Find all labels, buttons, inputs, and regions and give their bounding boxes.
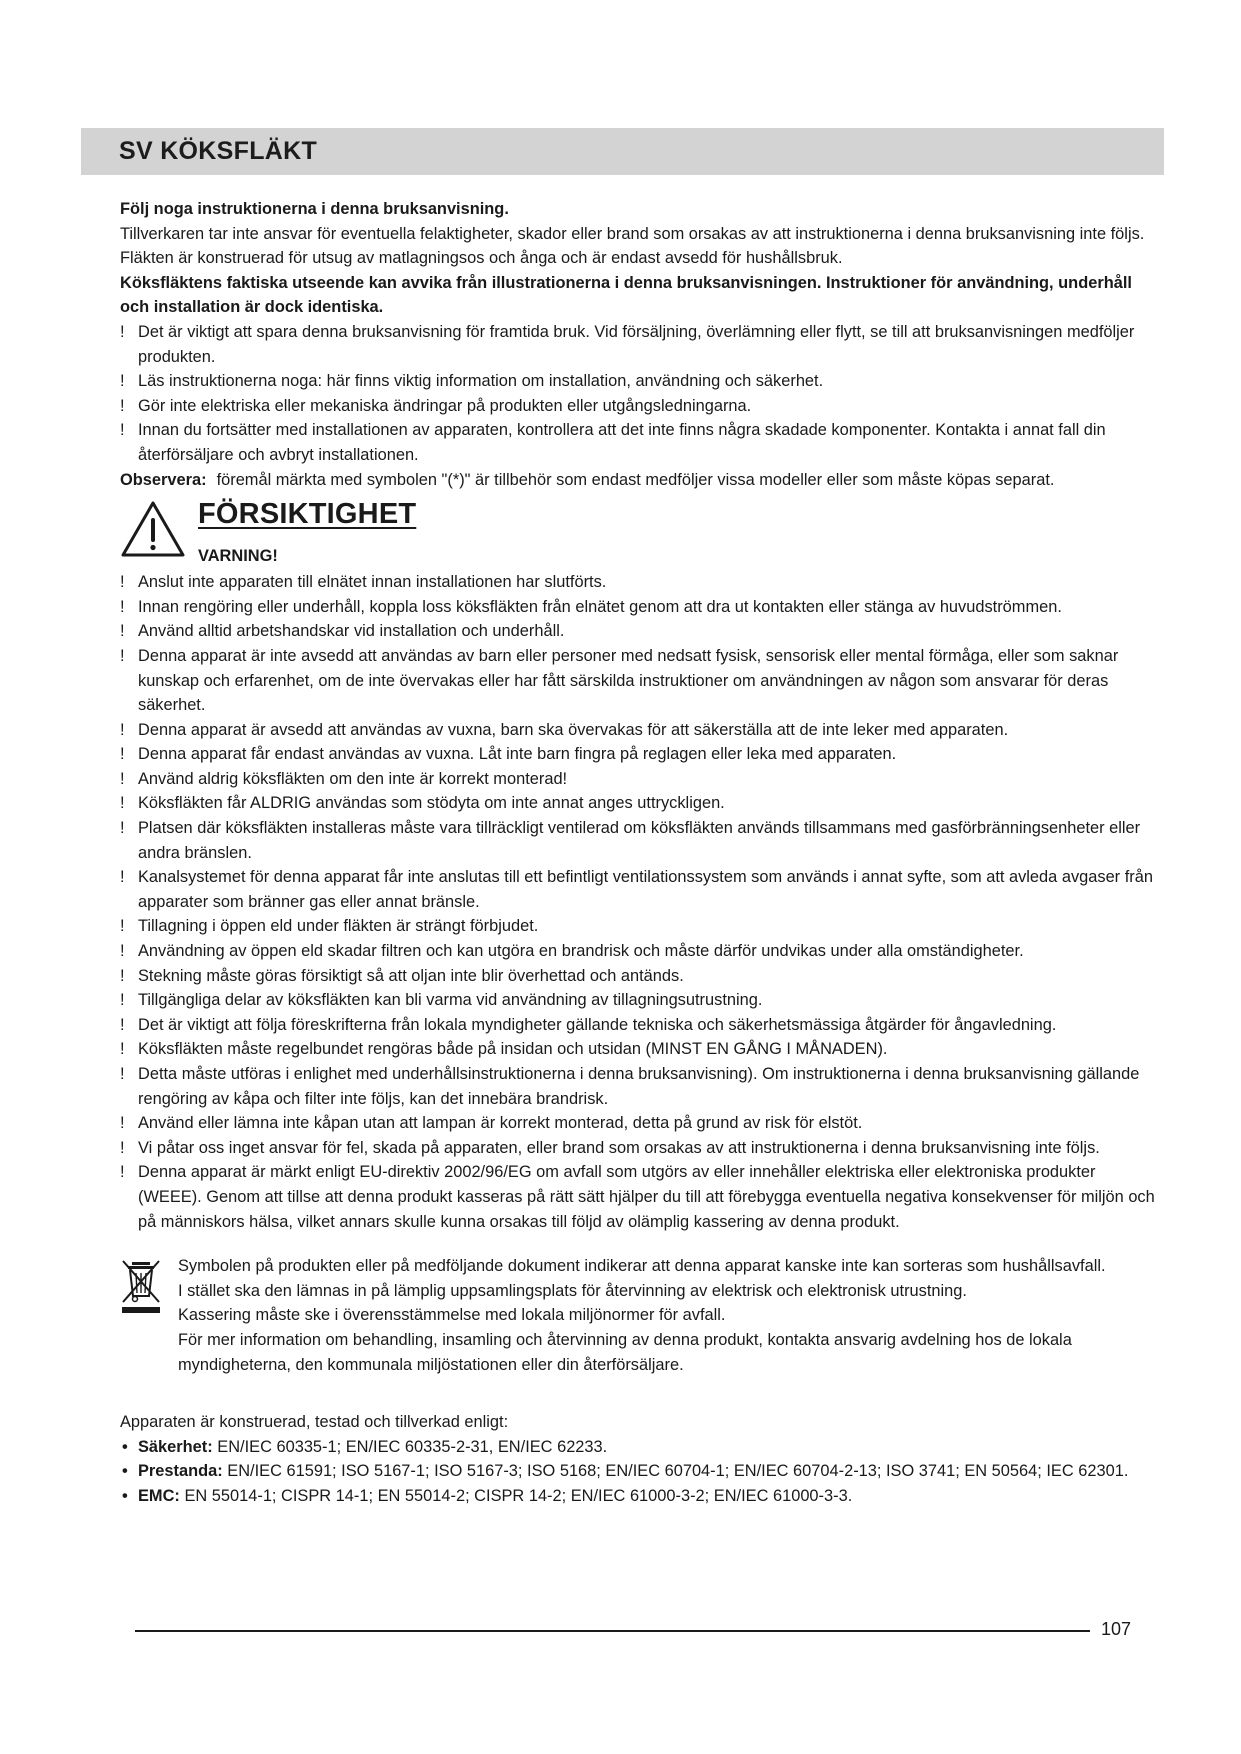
caution-item: ! Användning av öppen eld skadar filtren och kan utgöra en brandrisk och måste därför undvikas under alla omständigheter. xyxy=(120,939,1160,964)
intro-item: ! Gör inte elektriska eller mekaniska ändringar på produkten eller utgångsledningarna. xyxy=(120,394,1160,419)
caution-item: ! Platsen där köksfläkten installeras måste vara tillräckligt ventilerad om köksfläkten används tillsammans med gasförbränningsenheter eller andra bränslen. xyxy=(120,816,1160,865)
caution-subtitle: VARNING! xyxy=(198,547,278,566)
intro-heading: Följ noga instruktionerna i denna bruksanvisning. xyxy=(120,200,509,218)
caution-item: ! Denna apparat är avsedd att användas av vuxna, barn ska övervakas för att säkerställa att de inte leker med apparaten. xyxy=(120,718,1160,743)
standards-intro: Apparaten är konstruerad, testad och tillverkad enligt: xyxy=(120,1413,509,1432)
standard-item xyxy=(120,1484,1160,1509)
standard-item xyxy=(120,1435,1160,1460)
crossed-bin-icon xyxy=(120,1258,162,1314)
intro-item: ! Det är viktigt att spara denna bruksanvisning för framtida bruk. Vid försäljning, överlämning eller flytt, se till att bruksanvisningen medföljer produkten. xyxy=(120,320,1160,369)
caution-item: ! Köksfläkten får ALDRIG användas som stödyta om inte annat anges uttryckligen. xyxy=(120,791,1160,816)
page-number: 107 xyxy=(1101,1619,1132,1639)
caution-item: ! Anslut inte apparaten till elnätet innan installationen har slutförts. xyxy=(120,570,1160,595)
caution-item: ! Vi påtar oss inget ansvar för fel, skada på apparaten, eller brand som orsakas av att instruktionerna i denna bruksanvisning inte följs. xyxy=(120,1136,1160,1161)
footer-divider xyxy=(135,1630,1090,1632)
observe-label: Observera: xyxy=(120,470,207,489)
caution-header xyxy=(120,498,1160,568)
intro-item: ! Läs instruktionerna noga: här finns viktig information om installation, användning och säkerhet. xyxy=(120,369,1160,394)
caution-item: ! Denna apparat är inte avsedd att användas av barn eller personer med nedsatt fysisk, sensorisk eller mental förmåga, eller som saknar kunskap och erfarenhet, om de inte övervakas eller har fått särskilda instruktioner om användningen av någon som ansvarar för deras säkerhet. xyxy=(120,644,1160,718)
weee-line: Symbolen på produkten eller på medföljande dokument indikerar att denna apparat kanske inte kan sorteras som hushållsavfall. xyxy=(178,1257,1106,1276)
main-content xyxy=(120,197,1160,1509)
weee-line: För mer information om behandling, insamling och återvinning av denna produkt, kontakta ansvarig avdelning hos de lokala myndigheterna, den kommunala miljöstationen eller din återförsäljare. xyxy=(178,1330,1072,1374)
header-band xyxy=(81,128,1164,175)
standard-label: Säkerhet: xyxy=(138,1437,213,1456)
observe-text: föremål märkta med symbolen "(*)" är tillbehör som endast medföljer vissa modeller eller som måste köpas separat. xyxy=(216,470,1055,489)
weee-line: Kassering måste ske i överensstämmelse med lokala miljönormer för avfall. xyxy=(178,1306,726,1325)
caution-item: ! Använd eller lämna inte kåpan utan att lampan är korrekt monterad, detta på grund av risk för elstöt. xyxy=(120,1111,1160,1136)
caution-item: ! Denna apparat får endast användas av vuxna. Låt inte barn fingra på reglagen eller leka med apparaten. xyxy=(120,742,1160,767)
standard-value: EN/IEC 61591; ISO 5167-1; ISO 5167-3; ISO 5168; EN/IEC 60704-1; EN/IEC 60704-2-13; ISO 3741; EN 50564; IEC 62301. xyxy=(227,1462,1129,1481)
caution-item: ! Använd alltid arbetshandskar vid installation och underhåll. xyxy=(120,619,1160,644)
standards-section xyxy=(120,1410,1160,1508)
caution-item: ! Tillgängliga delar av köksfläkten kan bli varma vid användning av tillagningsutrustning. xyxy=(120,988,1160,1013)
appearance-note: Köksfläktens faktiska utseende kan avvika från illustrationerna i denna bruksanvisningen. Instruktioner för användning, underhåll och installation är dock identiska. xyxy=(120,273,1132,317)
weee-section xyxy=(120,1254,1160,1378)
weee-line: I stället ska den lämnas in på lämplig uppsamlingsplats för återvinning av elektrisk och elektronisk utrustning. xyxy=(178,1281,967,1300)
intro-paragraph: Fläkten är konstruerad för utsug av matlagningsos och ånga och är endast avsedd för hushållsbruk. xyxy=(120,249,843,268)
caution-item: ! Detta måste utföras i enlighet med underhållsinstruktionerna i denna bruksanvisning). Om instruktionerna i denna bruksanvisning gällande rengöring av kåpa och filter inte följs, kan det innebära brandrisk. xyxy=(120,1062,1160,1111)
intro-item: ! Innan du fortsätter med installationen av apparaten, kontrollera att det inte finns några skadade komponenter. Kontakta i annat fall din återförsäljare och avbryt installationen. xyxy=(120,418,1160,467)
standard-item xyxy=(120,1459,1160,1484)
standard-label: EMC: xyxy=(138,1486,180,1505)
caution-item: ! Kanalsystemet för denna apparat får inte anslutas till ett befintligt ventilationssystem som används i annat syfte, som att avleda avgaser från apparater som bränner gas eller annat bränsle. xyxy=(120,865,1160,914)
observe-note xyxy=(120,468,1160,493)
standard-label: Prestanda: xyxy=(138,1462,223,1481)
page-title: SV KÖKSFLÄKT xyxy=(119,137,318,165)
caution-item: ! Köksfläkten måste regelbundet rengöras både på insidan och utsidan (MINST EN GÅNG I MÅNADEN). xyxy=(120,1037,1160,1062)
caution-item: ! Innan rengöring eller underhåll, koppla loss köksfläkten från elnätet genom att dra ut kontakten eller stänga av huvudströmmen. xyxy=(120,595,1160,620)
caution-item: ! Det är viktigt att följa föreskrifterna från lokala myndigheter gällande tekniska och säkerhetsmässiga åtgärder för ångavledning. xyxy=(120,1013,1160,1038)
caution-title: FÖRSIKTIGHET xyxy=(198,498,417,531)
warning-triangle-icon xyxy=(120,500,186,558)
standard-value: EN 55014-1; CISPR 14-1; EN 55014-2; CISPR 14-2; EN/IEC 61000-3-2; EN/IEC 61000-3-3. xyxy=(184,1486,853,1505)
caution-item: ! Stekning måste göras försiktigt så att oljan inte blir överhettad och antänds. xyxy=(120,964,1160,989)
standard-value: EN/IEC 60335-1; EN/IEC 60335-2-31, EN/IEC 62233. xyxy=(217,1437,608,1456)
intro-paragraph: Tillverkaren tar inte ansvar för eventuella felaktigheter, skador eller brand som orsakas av att instruktionerna i denna bruksanvisning inte följs. xyxy=(120,224,1145,243)
caution-item: ! Denna apparat är märkt enligt EU-direktiv 2002/96/EG om avfall som utgörs av eller innehåller elektriska eller elektroniska produkter (WEEE). Genom att tillse att denna produkt kasseras på rätt sätt hjälper du till att förebygga eventuella negativa konsekvenser för miljön och på människors hälsa, vilket annars skulle kunna orsakas till följd av olämplig kassering av denna produkt. xyxy=(120,1160,1160,1234)
caution-item: ! Tillagning i öppen eld under fläkten är strängt förbjudet. xyxy=(120,914,1160,939)
caution-item: ! Använd aldrig köksfläkten om den inte är korrekt monterad! xyxy=(120,767,1160,792)
